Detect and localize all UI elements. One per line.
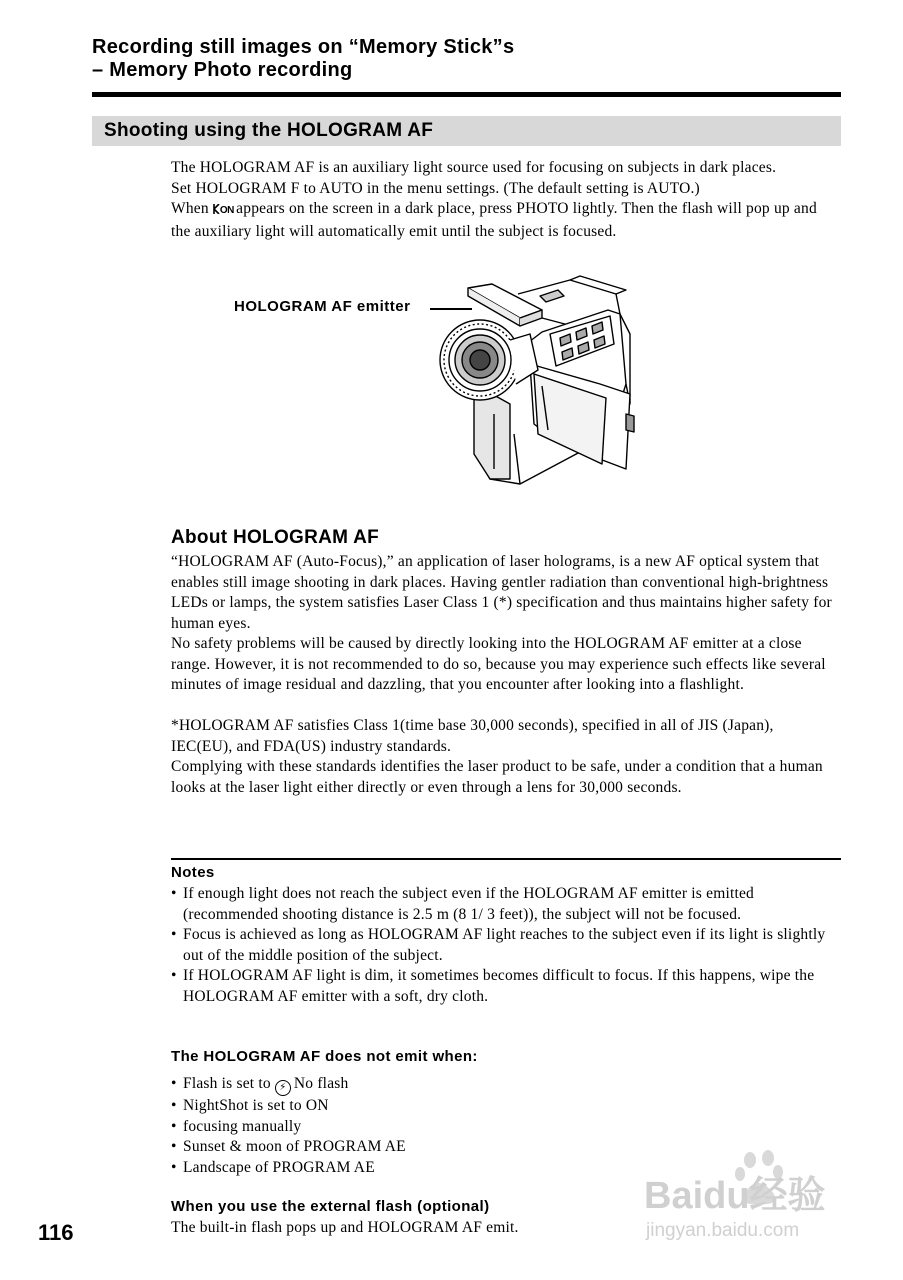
external-flash-text: The built-in flash pops up and HOLOGRAM AF emit. <box>171 1219 519 1236</box>
notes-rule <box>171 858 841 860</box>
list-item: • If HOLOGRAM AF light is dim, it sometimes becomes difficult to focus. If this happens, wipe the HOLOGRAM AF emitter with a soft, dry cloth. <box>171 966 839 1007</box>
notes-heading: Notes <box>171 864 215 881</box>
notes-list <box>171 884 839 1007</box>
intro-paragraph-2: Set HOLOGRAM F to AUTO in the menu settings. (The default setting is AUTO.) <box>171 179 700 197</box>
watermark-url: jingyan.baidu.com <box>646 1220 800 1241</box>
about-heading: About HOLOGRAM AF <box>171 527 380 548</box>
about-text <box>171 552 839 798</box>
page-number: 116 <box>38 1220 74 1245</box>
about-paragraph-3: *HOLOGRAM AF satisfies Class 1(time base 30,000 seconds), specified in all of JIS (Japan), IEC(EU), and FDA(US) industry standards. <box>171 717 774 755</box>
header-line-1: Recording still images on “Memory Stick”s <box>92 36 515 58</box>
list-item: • Sunset & moon of PROGRAM AE <box>171 1137 839 1158</box>
list-item: • Focus is achieved as long as HOLOGRAM AF light reaches to the subject even if its light is slightly out of the middle position of the subject. <box>171 925 839 966</box>
list-item: • If enough light does not reach the subject even if the HOLOGRAM AF emitter is emitted (recommended shooting distance is 2.5 m (8 1/ 3 feet)), the subject will not be focused. <box>171 884 839 925</box>
baidu-watermark <box>640 1148 860 1244</box>
section-title-bar <box>92 116 841 146</box>
about-paragraph-2: No safety problems will be caused by directly looking into the HOLOGRAM AF emitter at a close range. However, it is not recommended to do so, because you may experience such effects like several minutes of image residual and dazzling, that you encounter after looking into a flashlight. <box>171 635 826 693</box>
list-item: • Landscape of PROGRAM AE <box>171 1158 839 1179</box>
about-paragraph-4: Complying with these standards identifies the laser product to be safe, under a condition that a human looks at the laser light either directly or even through a lens for 30,000 seconds. <box>171 758 823 796</box>
camcorder-illustration <box>430 274 642 496</box>
intro-paragraph-3: When ON appears on the screen in a dark place, press PHOTO lightly. Then the flash will pop up and the auxiliary light will automatically emit until the subject is focused. <box>171 200 817 240</box>
about-paragraph-1: “HOLOGRAM AF (Auto-Focus),” an application of laser holograms, is a new AF optical system that enables still image shooting in dark places. Having gentler radiation than conventional high-brightness LEDs or lamps, the system satisfies Laser Class 1 (*) specification and thus maintains higher safety for human eyes. <box>171 553 832 632</box>
intro-paragraph-1: The HOLOGRAM AF is an auxiliary light source used for focusing on subjects in dark places. <box>171 159 777 176</box>
hologram-af-icon: ON <box>213 205 236 216</box>
section-title: Shooting using the HOLOGRAM AF <box>104 120 434 141</box>
no-flash-icon: ⚡ <box>275 1080 291 1096</box>
header-line-2: – Memory Photo recording <box>92 59 353 81</box>
running-header <box>92 36 852 82</box>
external-flash-heading: When you use the external flash (optional) <box>171 1198 490 1215</box>
not-emit-heading: The HOLOGRAM AF does not emit when: <box>171 1048 478 1065</box>
list-item: • NightShot is set to ON <box>171 1096 839 1117</box>
watermark-brand: Baidu经验 <box>644 1175 826 1217</box>
intro-text <box>171 158 839 242</box>
list-item: • focusing manually <box>171 1117 839 1138</box>
header-rule <box>92 92 841 97</box>
list-item: • Flash is set to ⚡ No flash <box>171 1074 839 1096</box>
emitter-label: HOLOGRAM AF emitter <box>234 298 411 315</box>
